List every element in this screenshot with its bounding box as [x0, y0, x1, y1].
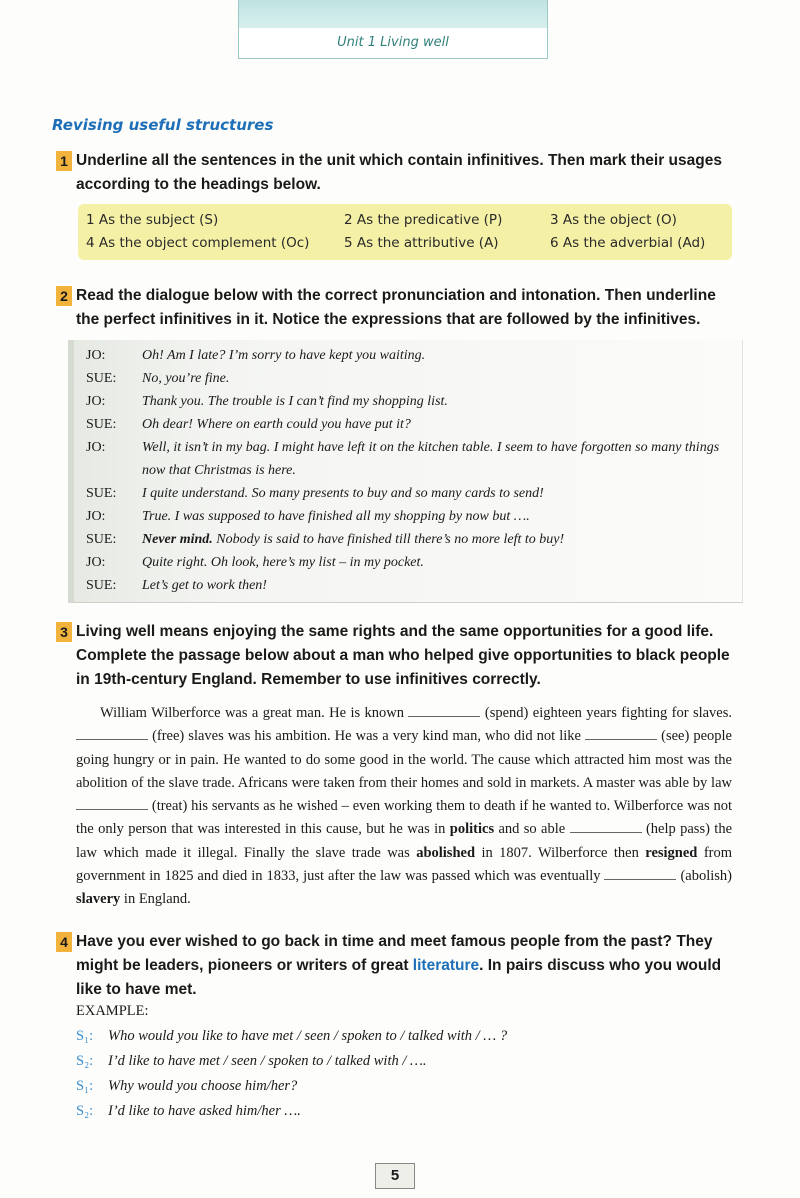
passage-text: William Wilberforce was a great man. He is known — [100, 705, 409, 721]
blank-hint: (abolish) — [680, 868, 732, 885]
dialogue-text: True. I was supposed to have finished all my shopping by now but …. — [142, 509, 530, 524]
blank-hint: (free) — [152, 728, 185, 745]
example-text: Why would you choose him/her? — [108, 1078, 298, 1094]
dialogue-line — [86, 413, 726, 436]
dialogue-line — [86, 344, 726, 367]
dialogue-text: Oh dear! Where on earth could you have put it? — [142, 417, 411, 432]
speaker: JO: — [86, 348, 106, 363]
task-3 — [56, 620, 736, 692]
bold-word: slavery — [76, 891, 121, 908]
blank-field[interactable] — [408, 702, 480, 717]
dialogue-text: Oh! Am I late? I’m sorry to have kept you waiting. — [142, 348, 426, 363]
task-instruction: Underline all the sentences in the unit which contain infinitives. Then mark their usages according to the headings below. — [76, 152, 722, 193]
usage-heading: 4 As the object complement (Oc) — [86, 235, 310, 251]
speaker: SUE: — [86, 417, 117, 432]
dialogue-text: Quite right. Oh look, here’s my list – in my pocket. — [142, 555, 424, 570]
blank-field[interactable] — [570, 818, 642, 833]
passage-text: his servants as he wished – even working them to death if he wanted to. Wilberforce was not the only person that was interested in this cause, but he was in — [76, 798, 733, 838]
unit-header — [238, 28, 548, 59]
speaker: SUE: — [86, 371, 117, 386]
blank-hint: (spend) — [484, 705, 529, 721]
passage-text: and so able — [494, 821, 570, 838]
blank-field[interactable] — [604, 865, 676, 880]
passage-text: in England. — [120, 891, 191, 908]
bold-word: politics — [449, 821, 495, 838]
speaker: SUE: — [86, 578, 117, 593]
speaker: JO: — [86, 555, 106, 570]
task-instruction: Living well means enjoying the same rights and the same opportunities for a good life. Complete the passage below about a man who helped give opportunities to black people in 19th-century England. Remember to use infinitives correctly. — [76, 623, 730, 688]
bold-word: abolished — [416, 844, 476, 861]
task-number-badge: 2 — [56, 286, 72, 306]
passage-text: in 1807. Wilberforce then — [475, 844, 646, 861]
example-line — [76, 1028, 507, 1045]
dialogue-text: Let’s get to work then! — [142, 578, 267, 593]
task-number-badge: 4 — [56, 932, 72, 952]
example-text: I’d like to have met / seen / spoken to / talked with / …. — [108, 1053, 427, 1069]
example-line — [76, 1053, 427, 1070]
speaker-label: S₂: — [76, 1103, 94, 1119]
task-number-badge: 1 — [56, 151, 72, 171]
example-text: I’d like to have asked him/her …. — [108, 1103, 301, 1119]
dialogue-text: Thank you. The trouble is I can’t find my shopping list. — [142, 394, 448, 409]
dialogue-text: No, you’re fine. — [142, 371, 230, 386]
glossary-link[interactable]: literature — [412, 957, 480, 974]
passage-text: from government in 1825 and died in 1833, just after the law was passed which was eventually — [76, 844, 733, 885]
example-label: EXAMPLE: — [76, 1003, 149, 1019]
speaker: SUE: — [86, 532, 117, 547]
blank-hint: (help pass) — [645, 821, 710, 838]
passage-text: slaves was his ambition. He was a very kind man, who did not like — [184, 728, 586, 745]
dialogue-line — [86, 528, 726, 551]
speaker-label: S₂: — [76, 1053, 94, 1069]
speaker-label: S₁: — [76, 1078, 94, 1094]
example-line — [76, 1103, 301, 1120]
blank-hint: (treat) — [151, 798, 188, 815]
instruction-text: Have you ever wished to go back in time and meet famous people from the past? They might be leaders, pioneers or writers of great — [76, 933, 713, 974]
usage-heading: 3 As the object (O) — [550, 212, 677, 228]
dialogue-text: Well, it isn’t in my bag. I might have left it on the kitchen table. I seem to have forgotten so many things now that Christmas is here. — [142, 440, 720, 478]
task-4 — [56, 930, 736, 1002]
dialogue-line — [86, 482, 726, 505]
task-1 — [56, 149, 736, 197]
dialogue-text-rest: Nobody is said to have finished till there’s no more left to buy! — [212, 532, 565, 547]
blank-field[interactable] — [76, 795, 148, 810]
task-2 — [56, 284, 736, 332]
dialogue-text — [142, 528, 726, 551]
blank-field[interactable] — [585, 725, 657, 740]
dialogue-line — [86, 551, 726, 574]
instruction-text: . In pairs discuss who you would like to have met. — [76, 957, 722, 998]
bold-word: resigned — [645, 844, 698, 861]
unit-title: Unit 1 Living well — [337, 35, 449, 50]
header-decoration — [238, 0, 548, 28]
bold-phrase: Never mind. — [142, 532, 213, 547]
speaker: JO: — [86, 394, 106, 409]
page-number: 5 — [375, 1163, 415, 1189]
task-instruction: Read the dialogue below with the correct pronunciation and intonation. Then underline the perfect infinitives in it. Notice the expressions that are followed by the infinitives. — [76, 287, 716, 328]
blank-field[interactable] — [76, 725, 148, 740]
usage-heading: 1 As the subject (S) — [86, 212, 219, 228]
passage-text: eighteen years fighting for slaves. — [528, 705, 733, 721]
passage — [76, 702, 732, 912]
speaker: JO: — [86, 509, 106, 524]
task-number-badge: 3 — [56, 622, 72, 642]
usage-heading: 2 As the predicative (P) — [344, 212, 503, 228]
dialogue-line — [86, 390, 726, 413]
dialogue-line — [86, 505, 726, 528]
usage-headings-box — [78, 204, 732, 260]
blank-hint: (see) — [661, 728, 690, 745]
speaker: SUE: — [86, 486, 117, 501]
usage-heading: 5 As the attributive (A) — [344, 235, 499, 251]
example-line — [76, 1078, 297, 1095]
passage-text: people going hungry or in pain. He wanted to do some good in the world. The cause which attracted him most was the abolition of the slave trade. Africans were taken from their homes and sold in markets. A master was able by law — [76, 728, 732, 791]
example-text: Who would you like to have met / seen / spoken to / talked with / … ? — [108, 1028, 508, 1044]
speaker: JO: — [86, 440, 106, 455]
section-title: Revising useful structures — [52, 116, 274, 134]
dialogue-line — [86, 436, 726, 482]
dialogue-text: I quite understand. So many presents to buy and so many cards to send! — [142, 486, 544, 501]
speaker-label: S₁: — [76, 1028, 94, 1044]
task-instruction — [76, 930, 736, 1002]
usage-heading: 6 As the adverbial (Ad) — [550, 235, 706, 251]
passage-text: the law which made it illegal. Finally the slave trade was — [76, 821, 733, 861]
dialogue-line — [86, 574, 726, 597]
dialogue-line — [86, 367, 726, 390]
